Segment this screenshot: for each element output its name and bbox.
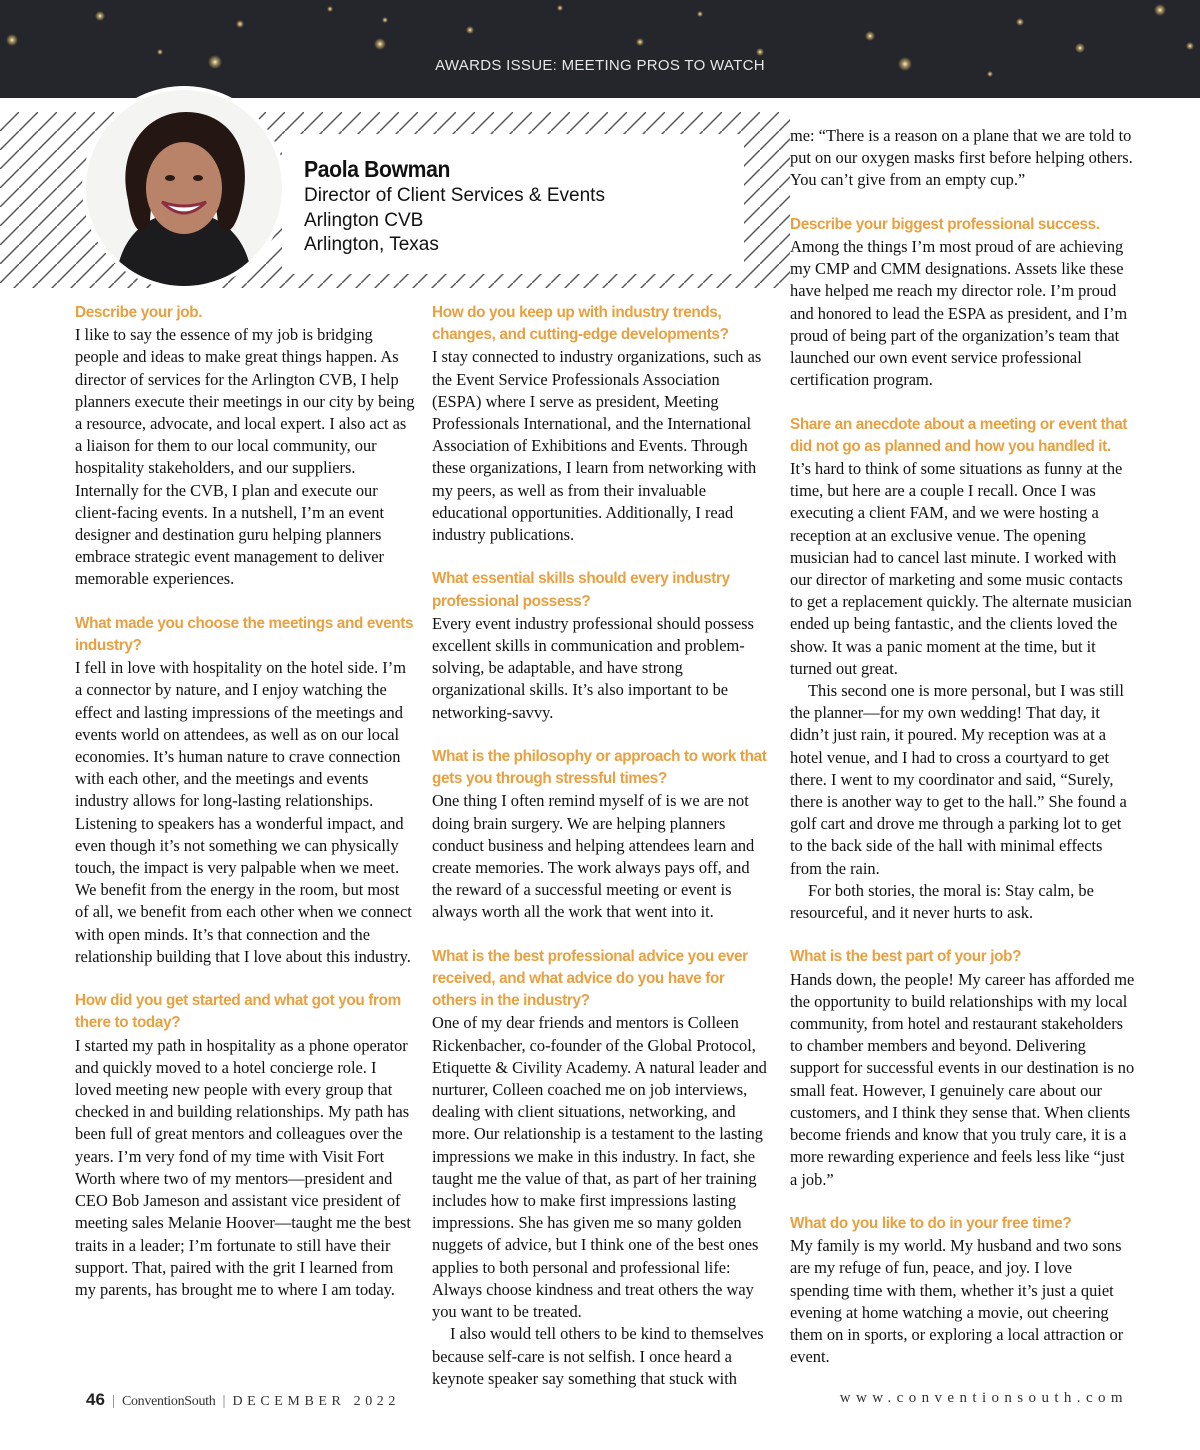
- profile-name: Paola Bowman: [304, 156, 451, 182]
- answer-paragraph: I stay connected to industry organizations, such as the Event Service Professionals Association (ESPA) where I serve as president, Meeting Professionals International, and the International Association of Exhibitions and Events. Through these organizations, I learn from networking with my peers, as well as from their invaluable educational opportunities. Additionally, I read industry publications.: [432, 347, 762, 545]
- publication-name: ConventionSouth: [121, 1394, 216, 1409]
- question-heading: What do you like to do in your free time?: [790, 1214, 1072, 1232]
- answer-paragraph: For both stories, the moral is: Stay calm, be resourceful, and it never hurts to ask.: [790, 880, 1094, 923]
- page-number: 46: [86, 1390, 105, 1409]
- question-heading: Describe your biggest professional success.: [790, 215, 1100, 233]
- question-heading: What essential skills should every industry professional possess?: [432, 570, 730, 610]
- answer-paragraph: I started my path in hospitality as a phone operator and quickly moved to a hotel concierge role. I loved meeting new people with every group that checked in and building relationships. My path has been full of great mentors and colleagues over the years. I’m very fond of my time with Visit Fort Worth where two of my mentors—president and CEO Bob Jameson and assistant vice president of meeting sales Melanie Hoover—taught me the best traits in a leader; I’m fortunate to still have their support. That, paired with the grit I learned from my parents, has brought me to where I am today.: [75, 1035, 411, 1299]
- question-heading: What is the best professional advice you ever received, and what advice do you have for others in the industry?: [432, 947, 748, 1010]
- question-heading: Share an anecdote about a meeting or event that did not go as planned and how you handled it.: [790, 415, 1128, 455]
- column-3: [790, 125, 1135, 1368]
- profile-organization: Arlington CVB: [304, 209, 424, 231]
- profile-location: Arlington, Texas: [304, 234, 439, 255]
- answer-paragraph: One thing I often remind myself of is we are not doing brain surgery. We are helping planners conduct business and helping attendees learn and create memories. The work always pays off, and the reward of a successful meeting or event is always worth all the work that went into it.: [432, 791, 755, 922]
- question-heading: What made you choose the meetings and events industry?: [75, 614, 414, 655]
- issue-date: DECEMBER 2022: [232, 1394, 400, 1409]
- profile-title: Director of Client Services & Events: [304, 185, 605, 206]
- answer-paragraph: me: “There is a reason on a plane that we are told to put on our oxygen masks first before helping others. You can’t give from an empty cup.”: [790, 126, 1133, 190]
- answer-paragraph: One of my dear friends and mentors is Colleen Rickenbacher, co-founder of the Global Protocol, Etiquette & Civility Academy. A natural leader and nurturer, Colleen coached me on job interviews, dealing with client situations, networking, and more. Our relationship is a testament to the lasting impressions we make in this industry. In fact, she taught me the value of that, as part of her training includes how to make first impressions lasting impressions. She has given me so many golden nuggets of advice, but I think one of the best ones applies to both personal and professional life: Always choose kindness and treat others the way you want to be treated.: [432, 1013, 767, 1322]
- answer-paragraph: Every event industry professional should possess excellent skills in communication and problem-solving, be adaptable, and have strong organizational skills. It’s also important to be networking-savvy.: [432, 613, 754, 722]
- question-heading: What is the philosophy or approach to work that gets you through stressful times?: [432, 748, 767, 788]
- website-link[interactable]: www.conventionsouth.com: [839, 1390, 1128, 1406]
- answer-paragraph: I like to say the essence of my job is bridging people and ideas to make great things happen. As director of services for the Arlington CVB, I help planners execute their meetings in our city by being a resource, advocate, and local expert. I also act as a liaison for them to our local community, our hospitality stakeholders, and our suppliers. Internally for the CVB, I plan and execute our client-facing events. In a nutshell, I’m an event designer and destination guru helping planners embrace strategic event management to deliver memorable experiences.: [75, 325, 415, 589]
- question-heading: How do you keep up with industry trends, changes, and cutting-edge developments?: [432, 304, 729, 344]
- answer-paragraph: I fell in love with hospitality on the hotel side. I’m a connector by nature, and I enjoy watching the effect and lasting impressions of the meetings and events world on attendees, as well as on our local economies. It’s human nature to crave connection with each other, and the meetings and events industry allows for long-lasting relationships. Listening to speakers has a wonderful impact, and even though it’s not something we can physically touch, the impact is very palpable when we meet. We benefit from the energy in the room, but most of all, we benefit from each other when we connect with open minds. It’s that connection and the relationship building that I love about this industry.: [75, 658, 412, 966]
- question-heading: Describe your job.: [75, 304, 203, 321]
- answer-paragraph: My family is my world. My husband and two sons are my refuge of fun, peace, and joy. I love spending time with them, whether it’s just a quiet evening at home watching a movie, out cheering them on in sports, or exploring a local attraction or event.: [790, 1236, 1124, 1367]
- answer-paragraph: Hands down, the people! My career has afforded me the opportunity to build relationships with my local community, from hotel and restaurant stakeholders to chamber members and beyond. Delivering support for successful events in our destination is no small feat. However, I genuinely care about our customers, and I think they sense that. When clients become friends and know that you truly care, it is a more rewarding experience and feels less like “just a job.”: [790, 969, 1135, 1189]
- answer-paragraph: I also would tell others to be kind to themselves because self-care is not selfish. I once heard a keynote speaker say something that stuck with: [432, 1324, 764, 1388]
- profile-header: [304, 154, 724, 264]
- question-heading: How did you get started and what got you from there to today?: [75, 992, 401, 1032]
- profile-photo: [86, 90, 282, 286]
- header-banner: [0, 0, 1200, 98]
- answer-paragraph: Among the things I’m most proud of are achieving my CMP and CMM designations. Assets like these have helped me reach my director role. I’m proud and honored to lead the ESPA as president, and I’m proud of being part of the organization’s team that launched our own event service professional certification program.: [790, 237, 1128, 390]
- footer-left: [86, 1390, 400, 1410]
- question-heading: What is the best part of your job?: [790, 948, 1022, 966]
- footer-separator: |: [222, 1393, 226, 1409]
- column-1: [75, 302, 415, 1301]
- answer-paragraph: This second one is more personal, but I was still the planner—for my own wedding! That day, it didn’t just rain, it poured. My reception was at a hotel venue, and I had to cross a courtyard to get there. I went to my coordinator and said, “Surely, there is another way to get to the hall.” She found a golf cart and drove me through a parking lot to get to the back side of the hall with minimal effects from the rain.: [790, 681, 1127, 878]
- answer-paragraph: It’s hard to think of some situations as funny at the time, but here are a couple I recall. Once I was executing a client FAM, and we were hosting a reception at an exclusive venue. The opening musician had to cancel last minute. I worked with our director of marketing and some music contacts to get a replacement quickly. The alternate musician ended up being fantastic, and the clients loved the show. It was a panic moment at the time, but it turned out great.: [790, 459, 1132, 678]
- column-2: [432, 302, 772, 1390]
- banner-title: AWARDS ISSUE: MEETING PROS TO WATCH: [435, 57, 765, 74]
- sparkle-lights: [0, 0, 1200, 98]
- footer-separator: |: [111, 1393, 115, 1409]
